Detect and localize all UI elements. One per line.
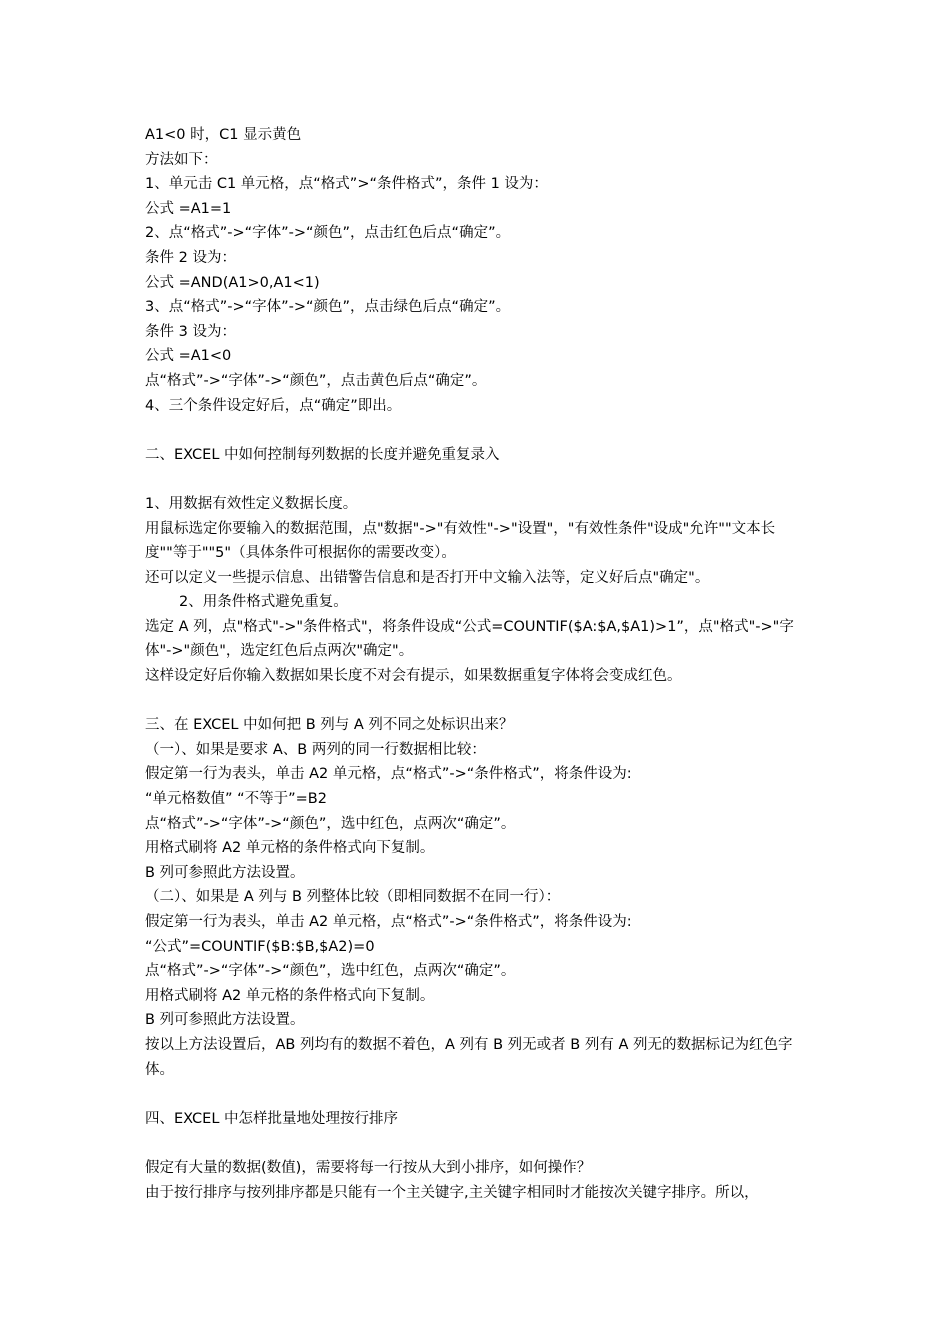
text-line: 点“格式”->“字体”->“颜色”，选中红色，点两次“确定”。 <box>145 963 516 980</box>
blank-line <box>145 1131 810 1156</box>
text-line: 公式 =A1<0 <box>145 348 232 365</box>
text-line: 用格式刷将 A2 单元格的条件格式向下复制。 <box>145 987 435 1004</box>
text-line: 假定第一行为表头，单击 A2 单元格，点“格式”->“条件格式”，将条件设为: <box>145 766 632 783</box>
text-line: B 列可参照此方法设置。 <box>145 864 305 881</box>
blank-line <box>145 689 810 714</box>
text-line: 假定第一行为表头，单击 A2 单元格，点“格式”->“条件格式”，将条件设为: <box>145 914 632 930</box>
text-paragraph: 按以上方法设置后，AB 列均有的数据不着色，A 列有 B 列无或者 B 列有 A 列无的数据标记为红色字体。 <box>145 1036 793 1078</box>
text-line: 2、用条件格式避免重复。 <box>179 594 348 611</box>
section-heading: 四、EXCEL 中怎样批量地处理按行排序 <box>145 1110 399 1127</box>
text-line: “公式”=COUNTIF($B:$B,$A2)=0 <box>145 938 375 955</box>
document-body <box>145 123 810 1205</box>
section-heading: 三、在 EXCEL 中如何把 B 列与 A 列不同之处标识出来？ <box>145 717 514 734</box>
text-line: 假定有大量的数据(数值)，需要将每一行按从大到小排序，如何操作？ <box>145 1159 592 1176</box>
text-line: 条件 3 设为： <box>145 323 236 340</box>
text-line: 公式 =A1=1 <box>145 200 232 217</box>
blank-line <box>145 467 810 492</box>
text-line: 2、点“格式”->“字体”->“颜色”，点击红色后点“确定”。 <box>145 225 511 242</box>
text-paragraph: 用鼠标选定你要输入的数据范围，点"数据"->"有效性"->"设置"，"有效性条件"设成"允许""文本长度""等于""5"（具体条件可根据你的需要改变）。 <box>145 520 776 562</box>
section-heading: 二、EXCEL 中如何控制每列数据的长度并避免重复录入 <box>145 446 500 463</box>
text-line: 4、三个条件设定好后，点“确定”即出。 <box>145 397 402 414</box>
text-line: “单元格数值” “不等于”=B2 <box>145 791 327 808</box>
blank-line <box>145 418 810 443</box>
text-line: 方法如下： <box>145 151 218 168</box>
text-line: 1、用数据有效性定义数据长度。 <box>145 495 358 512</box>
text-line: 由于按行排序与按列排序都是只能有一个主关键字,主关键字相同时才能按次关键字排序。所以， <box>145 1184 759 1201</box>
text-line: A1<0 时，C1 显示黄色 <box>145 127 302 143</box>
text-line: （二）、如果是 A 列与 B 列整体比较（即相同数据不在同一行）： <box>145 889 561 906</box>
text-line: 用格式刷将 A2 单元格的条件格式向下复制。 <box>145 840 435 857</box>
text-line: 3、点“格式”->“字体”->“颜色”，点击绿色后点“确定”。 <box>145 299 511 316</box>
text-line: B 列可参照此方法设置。 <box>145 1012 305 1029</box>
text-line: 点“格式”->“字体”->“颜色”，点击黄色后点“确定”。 <box>145 372 487 389</box>
blank-line <box>145 1082 810 1107</box>
text-line: 公式 =AND(A1>0,A1<1) <box>145 274 320 291</box>
text-paragraph: 选定 A 列，点"格式"->"条件格式"，将条件设成“公式=COUNTIF($A:$A,$A1)>1”，点"格式"->"字体"->"颜色"，选定红色后点两次"确定"。 <box>145 618 794 660</box>
text-line: 条件 2 设为： <box>145 249 236 266</box>
text-line: （一）、如果是要求 A、B 两列的同一行数据相比较： <box>145 741 486 758</box>
text-line: 点“格式”->“字体”->“颜色”，选中红色，点两次“确定”。 <box>145 815 516 832</box>
text-line: 1、单元击 C1 单元格，点“格式”>“条件格式”，条件 1 设为： <box>145 176 548 193</box>
text-line: 这样设定好后你输入数据如果长度不对会有提示，如果数据重复字体将会变成红色。 <box>145 668 682 685</box>
text-line: 还可以定义一些提示信息、出错警告信息和是否打开中文输入法等，定义好后点"确定"。 <box>145 569 710 586</box>
